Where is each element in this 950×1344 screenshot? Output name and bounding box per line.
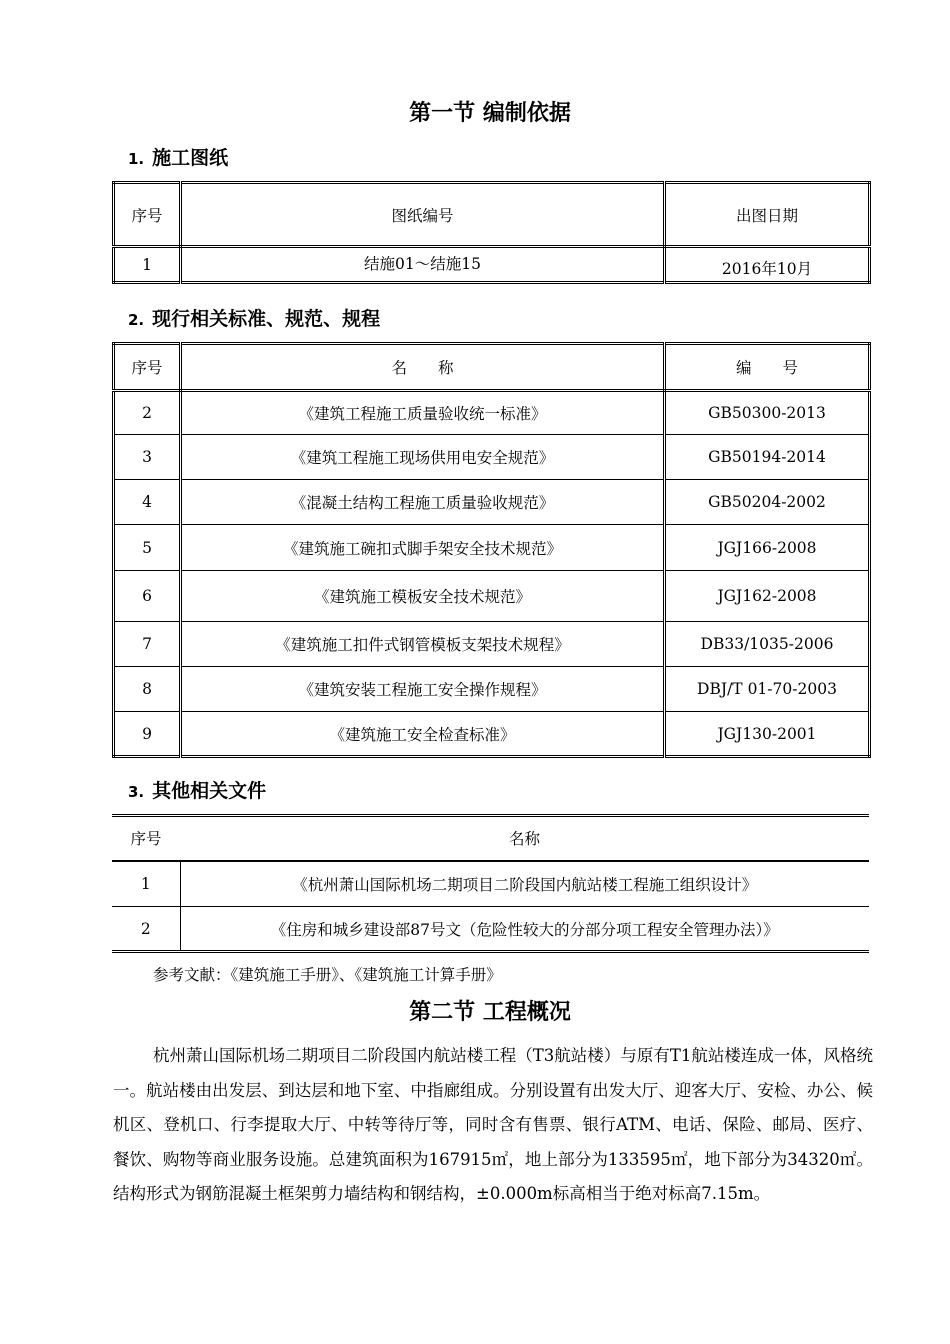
cell-no: 1 <box>114 247 181 283</box>
header-cell-date: 出图日期 <box>665 183 870 247</box>
section2-title: 第二节 工程概况 <box>409 1000 571 1025</box>
cell-no: 5 <box>114 525 181 571</box>
header-cell-no: 序号 <box>114 344 181 391</box>
table-row <box>114 391 870 435</box>
sub1-heading <box>128 143 228 170</box>
sub1-title: 施工图纸 <box>152 147 229 169</box>
table-row <box>112 907 869 952</box>
cell-no: 2 <box>114 391 181 435</box>
section1-title: 第一节 编制依据 <box>409 101 571 126</box>
sub2-heading <box>128 304 380 331</box>
cell-name: 《建筑施工扣件式钢管模板支架技术规程》 <box>181 622 665 667</box>
header-cell-drawing-no: 图纸编号 <box>181 183 665 247</box>
cell-name: 《建筑施工模板安全技术规范》 <box>181 571 665 622</box>
cell-code: GB50194-2014 <box>665 435 870 480</box>
cell-code: GB50300-2013 <box>665 391 870 435</box>
table-row <box>114 622 870 667</box>
table-header-row <box>114 344 870 391</box>
cell-name: 《建筑工程施工质量验收统一标准》 <box>181 391 665 435</box>
table-row <box>114 712 870 757</box>
table-header-row <box>112 816 869 861</box>
header-cell-no: 序号 <box>112 816 180 861</box>
cell-name: 《建筑施工碗扣式脚手架安全技术规范》 <box>181 525 665 571</box>
cell-no: 2 <box>112 907 180 952</box>
cell-no: 3 <box>114 435 181 480</box>
table-header-row <box>114 183 870 247</box>
cell-code: GB50204-2002 <box>665 480 870 525</box>
cell-name: 《建筑安装工程施工安全操作规程》 <box>181 667 665 712</box>
table-row <box>112 861 869 907</box>
cell-no: 9 <box>114 712 181 757</box>
sub3-title: 其他相关文件 <box>152 780 267 802</box>
reference-note: 参考文献：《建筑施工手册》、《建筑施工计算手册》 <box>153 966 502 984</box>
cell-drawing-no: 结施01～结施15 <box>181 247 665 283</box>
cell-name: 《建筑施工安全检查标准》 <box>181 712 665 757</box>
table-row <box>114 247 870 283</box>
cell-code: DB33/1035-2006 <box>665 622 870 667</box>
header-cell-code: 编 号 <box>665 344 870 391</box>
cell-code: JGJ166-2008 <box>665 525 870 571</box>
header-cell-name: 名 称 <box>181 344 665 391</box>
sub2-number: 2. <box>128 311 145 329</box>
table-row <box>114 571 870 622</box>
cell-name: 《住房和城乡建设部87号文（危险性较大的分部分项工程安全管理办法）》 <box>180 907 869 952</box>
table-row <box>114 435 870 480</box>
sub3-number: 3. <box>128 783 145 801</box>
cell-name: 《建筑工程施工现场供用电安全规范》 <box>181 435 665 480</box>
sub3-heading <box>128 776 266 803</box>
other-documents-table <box>112 814 869 953</box>
drawings-table <box>112 181 871 284</box>
cell-code: JGJ162-2008 <box>665 571 870 622</box>
project-overview-paragraph: 杭州萧山国际机场二期项目二阶段国内航站楼工程（T3航站楼）与原有T1航站楼连成一体，风格统一。航站楼由出发层、到达层和地下室、中指廊组成。分别设置有出发大厅、迎客大厅、安检、办公、候机区、登机口、行李提取大厅、中转等待厅等，同时含有售票、银行ATM、电话、保险、邮局、医疗、餐饮、购物等商业服务设施。总建筑面积为167915㎡，地上部分为133595㎡，地下部分为34320㎡。结构形式为钢筋混凝土框架剪力墙结构和钢结构，±0.000m标高相当于绝对标高7.15m。 <box>113 1046 873 1203</box>
sub1-number: 1. <box>128 150 145 168</box>
table-row <box>114 525 870 571</box>
cell-no: 1 <box>112 861 180 907</box>
header-cell-name: 名称 <box>180 816 869 861</box>
cell-name: 《混凝土结构工程施工质量验收规范》 <box>181 480 665 525</box>
cell-code: DBJ/T 01-70-2003 <box>665 667 870 712</box>
cell-no: 7 <box>114 622 181 667</box>
cell-date: 2016年10月 <box>665 247 870 283</box>
sub2-title: 现行相关标准、规范、规程 <box>152 308 381 330</box>
cell-no: 4 <box>114 480 181 525</box>
standards-table <box>112 342 871 758</box>
cell-code: JGJ130-2001 <box>665 712 870 757</box>
table-row <box>114 480 870 525</box>
cell-no: 6 <box>114 571 181 622</box>
table-row <box>114 667 870 712</box>
cell-no: 8 <box>114 667 181 712</box>
cell-name: 《杭州萧山国际机场二期项目二阶段国内航站楼工程施工组织设计》 <box>180 861 869 907</box>
header-cell-no: 序号 <box>114 183 181 247</box>
